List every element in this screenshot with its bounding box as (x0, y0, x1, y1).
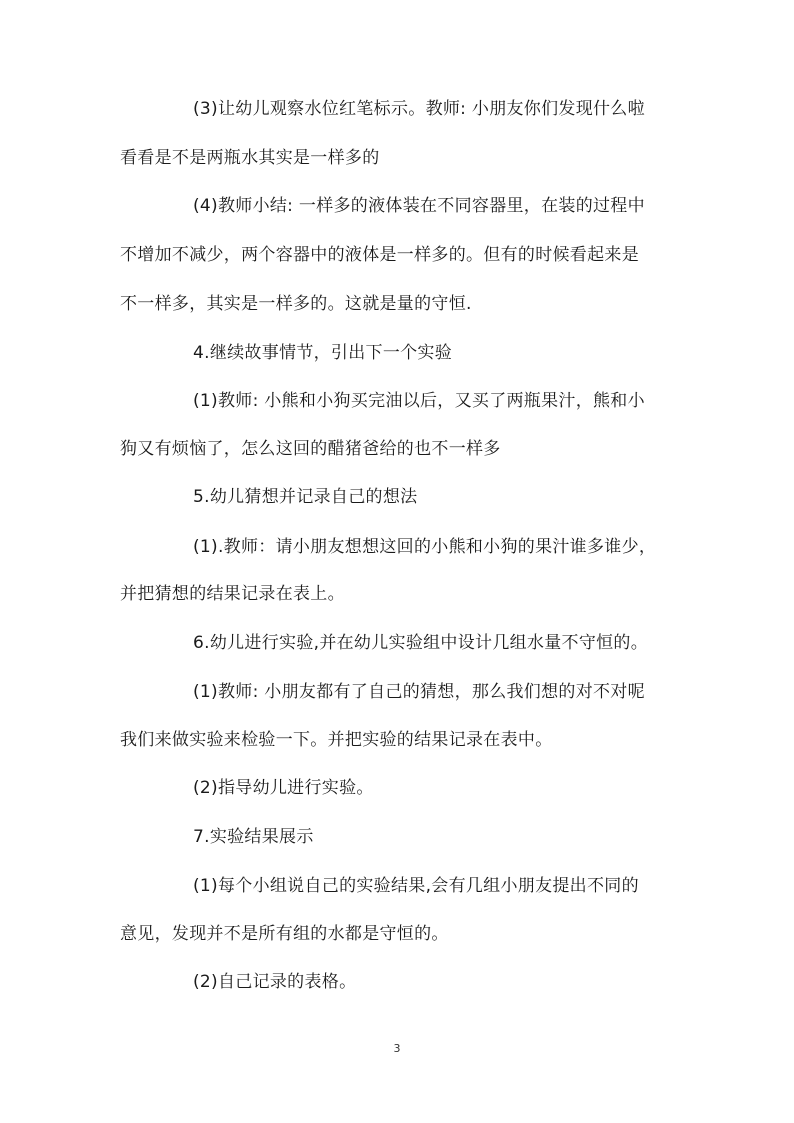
text-line: 狗又有烦恼了，怎么这回的醋猪爸给的也不一样多 (120, 439, 501, 459)
text-line: 看看是不是两瓶水其实是一样多的 (120, 148, 380, 168)
text-line: (1)每个小组说自己的实验结果,会有几组小朋友提出不同的 (193, 876, 639, 896)
text-line: (3)让幼儿观察水位红笔标示。教师: 小朋友你们发现什么啦 (193, 99, 645, 119)
text-line: 7.实验结果展示 (193, 827, 314, 847)
text-line: 并把猜想的结果记录在表上。 (120, 584, 345, 604)
text-line: 5.幼儿猜想并记录自己的想法 (193, 487, 418, 507)
page-number: 3 (393, 1042, 401, 1055)
text-line: (4)教师小结: 一样多的液体装在不同容器里，在装的过程中 (193, 196, 645, 216)
text-line: (1)教师: 小熊和小狗买完油以后，又买了两瓶果汁，熊和小 (193, 391, 645, 411)
text-line: (2)自己记录的表格。 (193, 972, 357, 992)
text-line: (2)指导幼儿进行实验。 (193, 778, 374, 798)
text-line: 不一样多，其实是一样多的。这就是量的守恒. (120, 294, 472, 314)
text-line: 4.继续故事情节，引出下一个实验 (193, 343, 453, 363)
text-line: 6.幼儿进行实验,并在幼儿实验组中设计几组水量不守恒的。 (193, 633, 649, 653)
text-line: 我们来做实验来检验一下。并把实验的结果记录在表中。 (120, 730, 553, 750)
text-line: 意见，发现并不是所有组的水都是守恒的。 (120, 924, 449, 944)
text-line: (1)教师: 小朋友都有了自己的猜想，那么我们想的对不对呢 (193, 682, 645, 702)
text-line: 不增加不减少，两个容器中的液体是一样多的。但有的时候看起来是 (120, 245, 639, 265)
text-line: (1).教师：请小朋友想想这回的小熊和小狗的果汁谁多谁少， (193, 537, 657, 557)
